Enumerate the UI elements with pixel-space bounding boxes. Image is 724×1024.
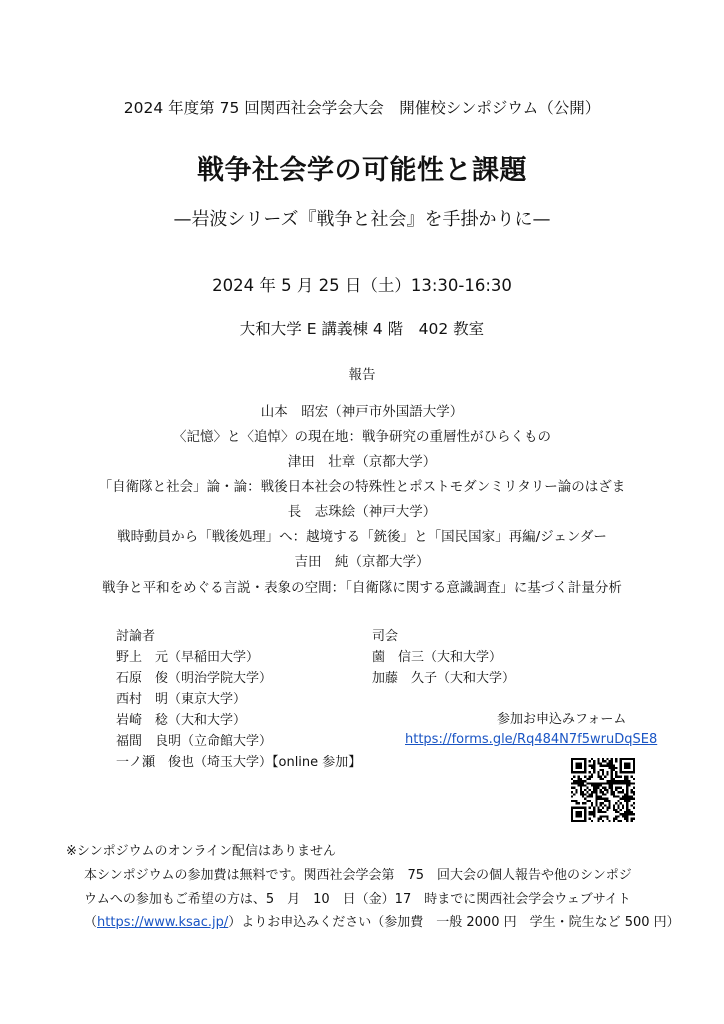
report-topic-2: 「自衛隊と社会」論・論：戦後日本社会の特殊性とポストモダンミリタリー論のはざま [98, 479, 626, 495]
discussant-2: 石原 俊（明治学院大学） [116, 671, 273, 686]
qr-code-icon [571, 758, 635, 822]
moderator-2: 加藤 久子（大和大学） [372, 671, 516, 686]
event-header-line: 2024 年度第 75 回関西社会学会大会 開催校シンポジウム（公開） [123, 99, 601, 117]
report-presenter-2: 津田 壮章（京都大学） [287, 454, 437, 470]
form-label: 参加お申込みフォーム [497, 712, 627, 727]
notice-line-2: ウムへの参加もご希望の方は、5 月 10 日（金）17 時までに関西社会学会ウェブサイト [84, 892, 631, 907]
notice-line-1: 本シンポジウムの参加費は無料です。関西社会学会第 75 回大会の個人報告や他のシンポジ [84, 868, 632, 883]
report-presenter-1: 山本 昭宏（神戸市外国語大学） [260, 404, 464, 420]
form-link[interactable]: https://forms.gle/Rq484N7f5wruDqSE8 [405, 732, 658, 747]
discussant-3: 西村 明（東京大学） [116, 692, 247, 707]
ksac-website-link[interactable]: https://www.ksac.jp/ [97, 915, 229, 930]
report-presenter-3: 長 志珠絵（神戸大学） [287, 504, 437, 520]
report-topic-3: 戦時動員から「戦後処理」へ：越境する「銃後」と「国民国家」再編/ジェンダー [117, 529, 607, 545]
moderator-1: 薗 信三（大和大学） [372, 650, 503, 665]
report-topic-1: 〈記憶〉と〈追悼〉の現在地：戦争研究の重層性がひらくもの [173, 429, 551, 445]
report-presenter-4: 吉田 純（京都大学） [294, 554, 430, 570]
notice-paren-open: （ [84, 915, 98, 930]
reports-heading: 報告 [348, 367, 376, 383]
event-venue: 大和大学 E 講義棟 4 階 402 教室 [239, 320, 485, 338]
discussant-6: 一ノ瀬 俊也（埼玉大学）【online 参加】 [116, 755, 362, 770]
discussant-1: 野上 元（早稲田大学） [116, 650, 260, 665]
notice-line-3 [84, 911, 680, 930]
discussant-5: 福間 良明（立命館大学） [116, 734, 273, 749]
notice-heading: ※シンポジウムのオンライン配信はありません [66, 844, 337, 859]
discussants-heading: 討論者 [116, 629, 156, 644]
notice-line-3-rest: ）よりお申込みください（参加費 一般 2000 円 学生・院生など 500 円） [228, 915, 680, 930]
moderators-heading: 司会 [372, 629, 399, 644]
subtitle: —岩波シリーズ『戦争と社会』を手掛かりに— [173, 209, 551, 230]
report-topic-4: 戦争と平和をめぐる言説・表象の空間：「自衛隊に関する意識調査」に基づく計量分析 [102, 580, 622, 596]
page-title: 戦争社会学の可能性と課題 [197, 155, 527, 186]
discussant-4: 岩崎 稔（大和大学） [116, 713, 247, 728]
event-date: 2024 年 5 月 25 日（土）13:30-16:30 [212, 276, 512, 295]
